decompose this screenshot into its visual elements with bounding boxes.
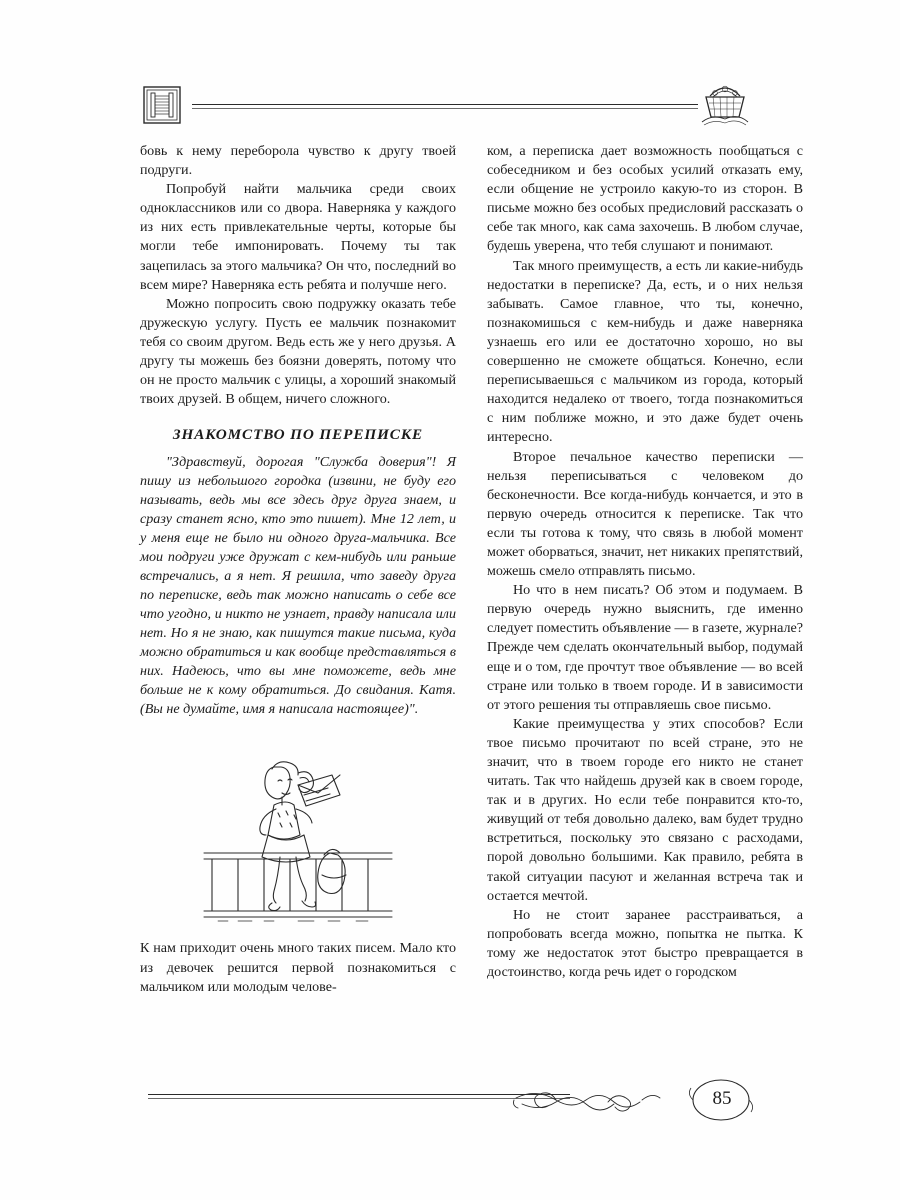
paragraph: бовь к нему переборола чувство к другу твоей подруги. — [140, 143, 456, 179]
paragraph: Но не стоит заранее расстраиваться, а попробовать всегда можно, попытка не пытка. К тому же недостаток этот быстро превращается в достоинство, когда речь идет о городском — [487, 906, 803, 981]
flourish-ornament-icon — [512, 1084, 702, 1128]
paragraph: Какие преимущества у этих способов? Если твое письмо прочитают по всей стране, это не значит, что в твоем городе его никто не станет читать. Так что найдешь друзей как в своем городе, так и в других. Но если тебе понравится кто-то, живущий от тебя довольно далеко, вам будет трудно встретиться, поскольку это связано с расходами, порой довольно большими. Как правило, ребята в такой ситуации пасуют и желанная встреча так и остается мечтой. — [487, 715, 803, 904]
paragraph: К нам приходит очень много таких писем. Мало кто из девочек решится первой познакомиться с мальчиком или молодым челове- — [140, 940, 456, 995]
girl-reading-letter-illustration — [178, 733, 418, 929]
footer-divider — [148, 1094, 570, 1095]
left-text-column — [140, 142, 456, 997]
thread-spool-icon — [140, 84, 184, 126]
page-number: 85 — [712, 1088, 732, 1109]
paragraph: Но что в нем писать? Об этом и подумаем. В первую очередь нужно выяснить, где именно следует поместить объявление — в газете, журнале? Прежде чем сделать окончательный выбор, подумай еще и о том, где прочтут твое объявление — во всей стране или только в твоем городе. И в зависимости от этого решения ты отправляешь свое письмо. — [487, 582, 803, 713]
flower-basket-icon — [690, 78, 760, 132]
paragraph: Второе печальное качество переписки — нельзя переписываться с человеком до бесконечности. Все когда-нибудь кончается, и это в первую очередь относится к переписке. Так что если ты готова к тому, что связь в любой момент может оборваться, значит, нет никаких препятствий, можешь смело отправлять письмо. — [487, 448, 803, 580]
page-header — [140, 78, 760, 136]
paragraph: ком, а переписка дает возможность пообщаться с собеседником и без особых усилий отказать ему, если общение не устроило какую-то из сторон. В письме можно без особых предисловий рассказать о себе так много, как сама захочешь. В любом случае, будешь уверена, что тебя слушают и понимают. — [487, 143, 803, 255]
right-text-column — [487, 142, 803, 982]
page-footer — [140, 1088, 760, 1148]
footer-divider-secondary — [148, 1098, 570, 1099]
reader-letter: "Здравствуй, дорогая "Служба доверия"! Я пишу из небольшого городка (извини, не буду его называть, ведь мы все здесь друг друга знаем, и сразу станет ясно, кто это пишет). Мне 12 лет, и у меня еще не было ни одного друга-мальчика. Все мои подруги уже дружат с кем-нибудь или раньше встречались, а я нет. Я решила, что заведу друга по переписке, ведь так можно написать о себе все что угодно, и никто не узнает, правду написала или нет. Но я не знаю, как пишутся такие письма, куда можно обратиться и как вообще представляться в них. Надеюсь, что вы мне поможете, ведь мне больше не к кому обратиться. До свидания. Катя. (Вы не думайте, имя я написала настоящее)". — [140, 454, 456, 718]
paragraph: Так много преимуществ, а есть ли какие-нибудь недостатки в переписке? Да, есть, и о них нельзя забывать. Самое главное, что ты, конечно, познакомишься с кем-нибудь и даже наверняка узнаешь его или ее достаточно хорошо, но вы совершенно не сможете общаться. Конечно, если переписываешься с мальчиком из города, который находится недалеко от твоего, тогда познакомиться с ним поближе можно, и это даже будет очень интересно. — [487, 257, 803, 446]
section-heading: ЗНАКОМСТВО ПО ПЕРЕПИСКЕ — [172, 426, 424, 444]
paragraph: Можно попросить свою подружку оказать тебе дружескую услугу. Пусть ее мальчик познакомит тебя со своим другом. Ведь есть же у него друзья. А другу ты можешь без боязни доверять, потому что он не просто мальчик с улицы, а хороший знакомый твоих друзей. В общем, ничего сложного. — [140, 295, 456, 408]
header-divider-secondary — [192, 108, 698, 109]
paragraph: Попробуй найти мальчика среди своих одноклассников или со двора. Наверняка у каждого из них есть привлекательные черты, которые бы могли тебе импонировать. Почему ты так зацепилась за этого мальчика? Он что, последний во всем мире? Наверняка есть ребята и получше него. — [140, 181, 456, 293]
header-divider — [192, 104, 698, 105]
